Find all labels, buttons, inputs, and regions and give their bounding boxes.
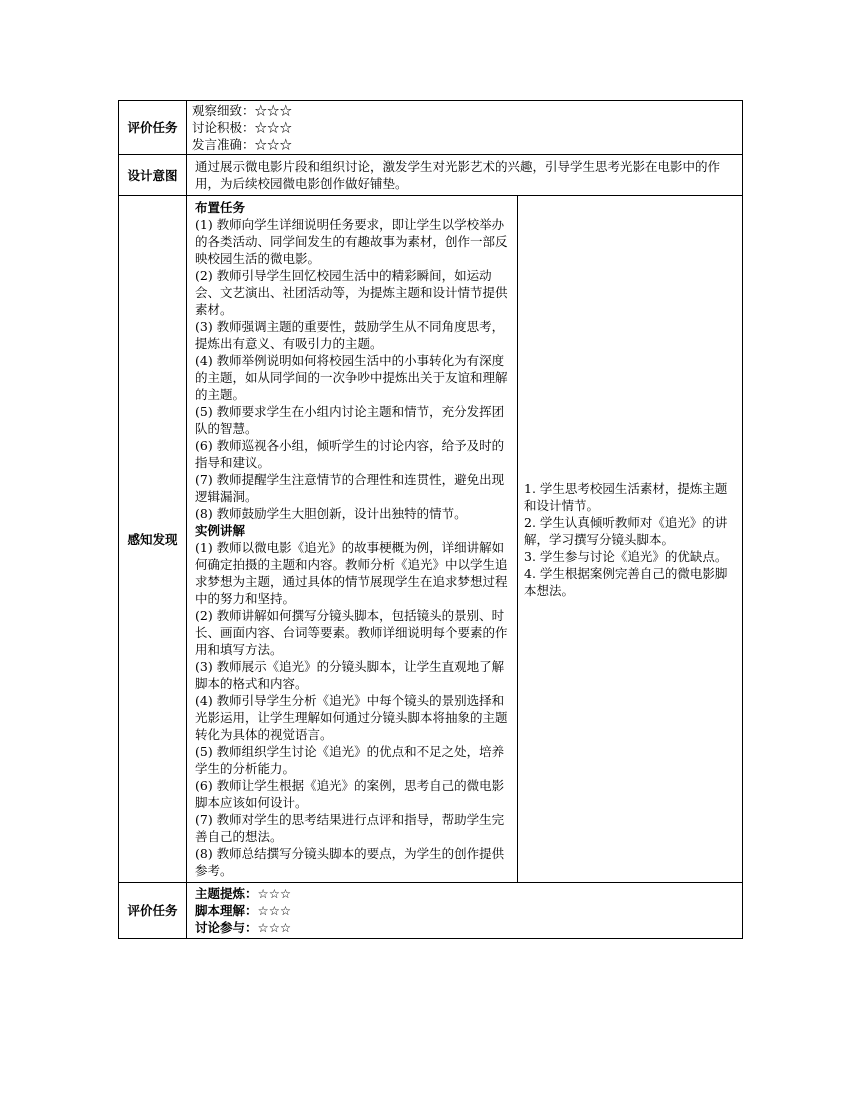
criterion-line: 主题提炼：☆☆☆ bbox=[195, 886, 292, 901]
row-label: 评价任务 bbox=[119, 101, 187, 155]
evaluation-row-1 bbox=[119, 101, 743, 155]
teacher-step: (4) 教师举例说明如何将校园生活中的小事转化为有深度的主题，如从同学间的一次争吵中提炼出关于友谊和理解的主题。 bbox=[195, 353, 508, 402]
row-label: 设计意图 bbox=[119, 155, 187, 196]
evaluation-row-2 bbox=[119, 883, 743, 939]
teacher-activities bbox=[187, 196, 518, 883]
teacher-step: (1) 教师向学生详细说明任务要求，即让学生以学校举办的各类活动、同学间发生的有趣故事为素材，创作一部反映校园生活的微电影。 bbox=[195, 217, 508, 266]
student-activities bbox=[518, 196, 743, 883]
criterion-line: 观察细致：☆☆☆ bbox=[192, 103, 293, 118]
design-intent-text: 通过展示微电影片段和组织讨论，激发学生对光影艺术的兴趣，引导学生思考光影在电影中的作用，为后续校园微电影创作做好铺垫。 bbox=[187, 155, 743, 196]
student-step: 4. 学生根据案例完善自己的微电影脚本想法。 bbox=[524, 565, 728, 598]
design-intent-row bbox=[119, 155, 743, 196]
criterion-line: 发言准确：☆☆☆ bbox=[192, 137, 293, 152]
teacher-step: (8) 教师鼓励学生大胆创新，设计出独特的情节。 bbox=[195, 506, 467, 521]
teacher-step: (3) 教师展示《追光》的分镜头脚本，让学生直观地了解脚本的格式和内容。 bbox=[195, 659, 505, 691]
perception-row bbox=[119, 196, 743, 883]
evaluation-content bbox=[187, 883, 743, 939]
teacher-step: (8) 教师总结撰写分镜头脚本的要点，为学生的创作提供参考。 bbox=[195, 846, 505, 878]
teacher-step: (7) 教师对学生的思考结果进行点评和指导，帮助学生完善自己的想法。 bbox=[195, 812, 505, 844]
criterion-line: 讨论积极：☆☆☆ bbox=[192, 120, 293, 135]
teacher-step: (3) 教师强调主题的重要性，鼓励学生从不同角度思考，提炼出有意义、有吸引力的主题。 bbox=[195, 319, 505, 351]
criterion-line: 脚本理解：☆☆☆ bbox=[195, 903, 292, 918]
teacher-step: (6) 教师巡视各小组，倾听学生的讨论内容，给予及时的指导和建议。 bbox=[195, 438, 505, 470]
lesson-plan-table bbox=[118, 100, 743, 939]
teacher-step: (5) 教师要求学生在小组内讨论主题和情节，充分发挥团队的智慧。 bbox=[195, 404, 505, 436]
evaluation-content bbox=[187, 101, 743, 155]
teacher-step: (2) 教师引导学生回忆校园生活中的精彩瞬间，如运动会、文艺演出、社团活动等，为提炼主题和设计情节提供素材。 bbox=[195, 268, 508, 317]
section-heading: 实例讲解 bbox=[195, 523, 246, 538]
student-step: 2. 学生认真倾听教师对《追光》的讲解，学习撰写分镜头脚本。 bbox=[524, 514, 728, 547]
row-label: 感知发现 bbox=[119, 196, 187, 883]
section-heading: 布置任务 bbox=[195, 200, 246, 215]
teacher-step: (6) 教师让学生根据《追光》的案例，思考自己的微电影脚本应该如何设计。 bbox=[195, 778, 505, 810]
row-label: 评价任务 bbox=[119, 883, 187, 939]
teacher-step: (7) 教师提醒学生注意情节的合理性和连贯性，避免出现逻辑漏洞。 bbox=[195, 472, 505, 504]
student-step: 3. 学生参与讨论《追光》的优缺点。 bbox=[524, 548, 728, 564]
teacher-step: (2) 教师讲解如何撰写分镜头脚本，包括镜头的景别、时长、画面内容、台词等要素。教师详细说明每个要素的作用和填写方法。 bbox=[195, 608, 508, 657]
criterion-line: 讨论参与：☆☆☆ bbox=[195, 920, 292, 935]
teacher-step: (4) 教师引导学生分析《追光》中每个镜头的景别选择和光影运用，让学生理解如何通过分镜头脚本将抽象的主题转化为具体的视觉语言。 bbox=[195, 693, 508, 742]
teacher-step: (1) 教师以微电影《追光》的故事梗概为例，详细讲解如何确定拍摄的主题和内容。教师分析《追光》中以学生追求梦想为主题，通过具体的情节展现学生在追求梦想过程中的努力和坚持。 bbox=[195, 540, 508, 606]
teacher-step: (5) 教师组织学生讨论《追光》的优点和不足之处，培养学生的分析能力。 bbox=[195, 744, 505, 776]
student-step: 1. 学生思考校园生活素材，提炼主题和设计情节。 bbox=[524, 480, 728, 513]
